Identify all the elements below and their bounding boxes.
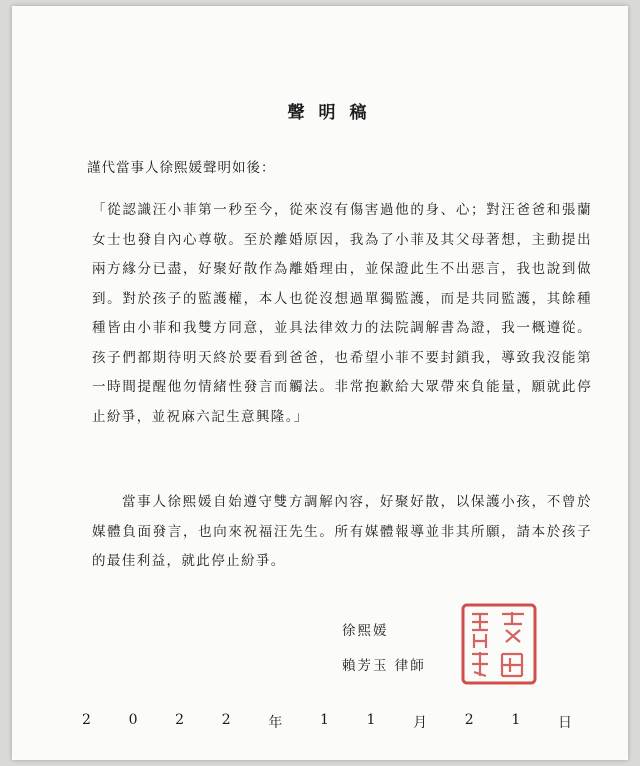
date-char: 0 [128, 712, 138, 728]
document-title: 聲明稿 [287, 103, 381, 123]
date-char: 1 [511, 712, 521, 728]
signer-name: 徐熙媛 [342, 623, 389, 639]
lawyer-note: 當事人徐熙媛自始遵守雙方調解內容，好聚好散，以保護小孩，不曾於媒體負面發言，也向來祝福汪先生。所有媒體報導並非其所願，請本於孩子的最佳利益，就此停止紛爭。 [92, 494, 592, 569]
date-char: 2 [175, 712, 185, 728]
document-date [82, 712, 572, 732]
date-char: 2 [82, 712, 91, 728]
date-char: 2 [221, 712, 231, 728]
date-char: 日 [557, 715, 572, 731]
date-char: 2 [464, 712, 474, 728]
statement-page [12, 6, 628, 760]
quoted-statement: 「從認識汪小菲第一秒至今，從來沒有傷害過他的身、心；對汪爸爸和張蘭女士也發自內心尊敬。至於離婚原因，我為了小菲及其父母著想，主動提出兩方緣分已盡，好聚好散作為離婚理由，並保證此生不出惡言，我也說到做到。對於孩子的監護權，本人也從沒想過單獨監護，而是共同監護，其餘種種皆由小菲和我雙方同意，並具法律效力的法院調解書為證，我一概遵從。孩子們都期待明天終於要看到爸爸，也希望小菲不要封鎖我，導致我沒能第一時間提醒他勿情緒性發言而觸法。非常抱歉給大眾帶來負能量，願就此停止紛爭，並祝麻六記生意興隆。」 [92, 202, 592, 425]
intro-line: 謹代當事人徐熙媛聲明如後： [87, 160, 276, 176]
date-char: 1 [366, 712, 376, 728]
lawyer-seal-stamp [460, 602, 538, 686]
date-char: 1 [319, 712, 329, 728]
date-char: 年 [268, 715, 283, 731]
date-char: 月 [413, 715, 428, 731]
lawyer-signature: 賴芳玉 律師 [342, 658, 426, 674]
